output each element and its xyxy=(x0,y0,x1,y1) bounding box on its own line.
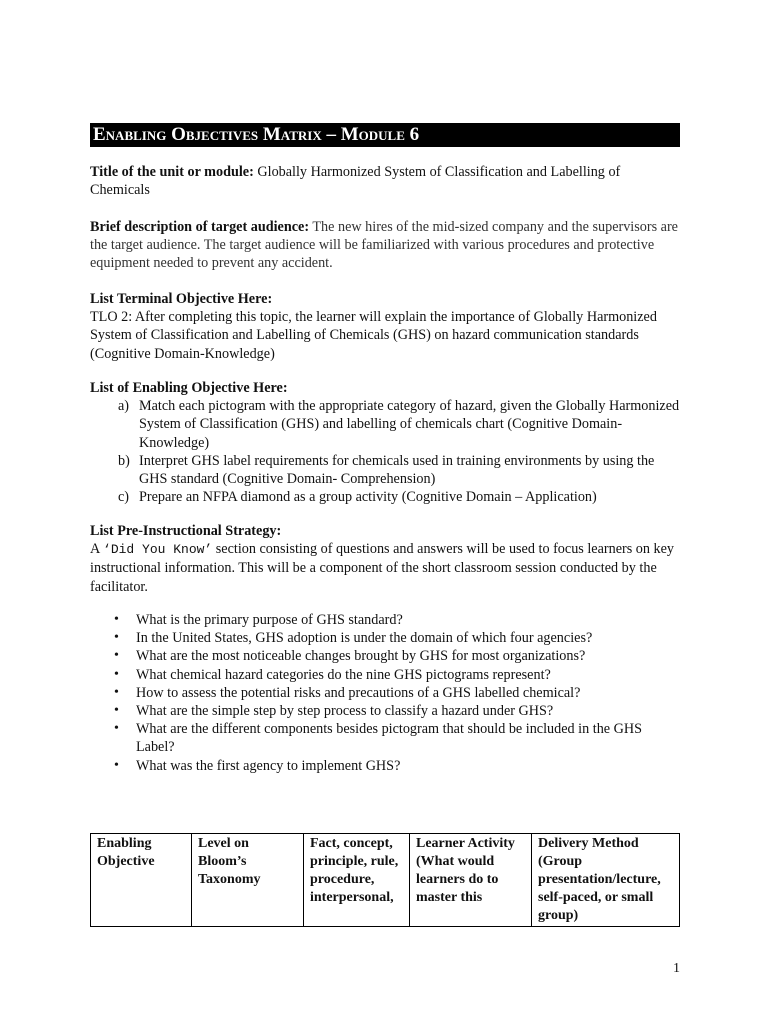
bullet-icon: • xyxy=(114,757,119,773)
question-text: What is the primary purpose of GHS standard? xyxy=(136,612,403,628)
strategy-prefix: A xyxy=(90,541,100,558)
unit-title-text: Globally Harmonized System of Classification and Labelling of Chemicals xyxy=(90,164,621,199)
bullet-icon: • xyxy=(114,630,119,646)
terminal-objective-heading: List Terminal Objective Here: xyxy=(90,291,273,307)
question-item xyxy=(90,666,682,684)
question-text: What are the different components besides pictogram that should be included in the GHS Label? xyxy=(136,721,643,756)
bullet-icon: • xyxy=(114,612,119,627)
pre-instructional-heading: List Pre-Instructional Strategy: xyxy=(90,523,282,539)
enabling-objectives-section xyxy=(90,379,682,506)
header-blooms-level: Level on Bloom’s Taxonomy xyxy=(192,834,304,927)
question-text: What was the first agency to implement GHS? xyxy=(136,757,401,774)
question-item xyxy=(90,611,682,629)
page-number: 1 xyxy=(673,961,680,976)
question-item xyxy=(90,629,682,647)
question-text: In the United States, GHS adoption is under the domain of which four agencies? xyxy=(136,630,593,647)
page-title: Enabling Objectives Matrix – Module 6 xyxy=(90,123,680,147)
audience-text: The new hires of the mid-sized company and the supervisors are the target audience. The target audience will be familiarized with various procedures and protective equipment needed to prevent any accident. xyxy=(90,219,678,272)
enabling-objective-text: Match each pictogram with the appropriate category of hazard, given the Globally Harmonized System of Classification (GHS) and labelling of chemicals chart (Cognitive Domain-Knowledge) xyxy=(139,398,680,451)
bullet-icon: • xyxy=(114,684,119,700)
list-marker: b) xyxy=(118,452,130,469)
enabling-objective-text: Prepare an NFPA diamond as a group activity (Cognitive Domain – Application) xyxy=(139,489,597,506)
terminal-objective-text: TLO 2: After completing this topic, the learner will explain the importance of Globally Harmonized System of Classification and Labelling of Chemicals (GHS) on hazard communication standards (Cognitive Domain-Knowledge) xyxy=(90,309,657,362)
pre-instructional-text xyxy=(90,540,682,596)
unit-title-label: Title of the unit or module: xyxy=(90,164,254,180)
bullet-icon: • xyxy=(114,721,119,737)
terminal-objective-section xyxy=(90,290,682,363)
table-header-row xyxy=(91,834,680,927)
bullet-icon: • xyxy=(114,666,119,682)
header-content-type: Fact, concept, principle, rule, procedure, interpersonal, xyxy=(304,834,410,927)
strategy-body: section consisting of questions and answers will be used to focus learners on key instructional information. This will be a component of the short classroom session conducted by the facilitator. xyxy=(90,541,675,595)
question-item xyxy=(90,720,682,756)
question-item xyxy=(90,757,682,775)
question-item xyxy=(90,647,682,665)
objectives-matrix-table xyxy=(90,833,680,927)
question-text: What chemical hazard categories do the nine GHS pictograms represent? xyxy=(136,666,551,683)
audience-label: Brief description of target audience: xyxy=(90,219,310,235)
audience-section xyxy=(90,218,682,273)
pre-instructional-section xyxy=(90,522,682,596)
question-text: What are the most noticeable changes brought by GHS for most organizations? xyxy=(136,648,586,665)
header-enabling-objective: Enabling Objective xyxy=(91,834,192,927)
unit-title-section xyxy=(90,163,682,199)
enabling-objective-item xyxy=(90,452,682,488)
enabling-objectives-heading: List of Enabling Objective Here: xyxy=(90,380,288,396)
enabling-objective-text: Interpret GHS label requirements for chemicals used in training environments by using the GHS standard (Cognitive Domain- Comprehension) xyxy=(139,452,655,488)
did-you-know-label: ‘Did You Know’ xyxy=(103,542,213,558)
enabling-objective-item xyxy=(90,397,682,452)
header-learner-activity: Learner Activity (What would learners do to master this xyxy=(410,834,532,927)
questions-section xyxy=(90,611,682,775)
questions-list xyxy=(90,611,682,775)
enabling-objectives-list xyxy=(90,397,682,506)
question-text: How to assess the potential risks and precautions of a GHS labelled chemical? xyxy=(136,684,581,701)
list-marker: a) xyxy=(118,398,130,415)
question-item xyxy=(90,684,682,702)
question-text: What are the simple step by step process to classify a hazard under GHS? xyxy=(136,703,554,720)
bullet-icon: • xyxy=(114,648,119,664)
enabling-objective-item xyxy=(90,488,682,506)
header-delivery-method: Delivery Method (Group presentation/lecture, self-paced, or small group) xyxy=(532,834,680,927)
question-item xyxy=(90,702,682,720)
bullet-icon: • xyxy=(114,703,119,719)
list-marker: c) xyxy=(118,489,130,506)
